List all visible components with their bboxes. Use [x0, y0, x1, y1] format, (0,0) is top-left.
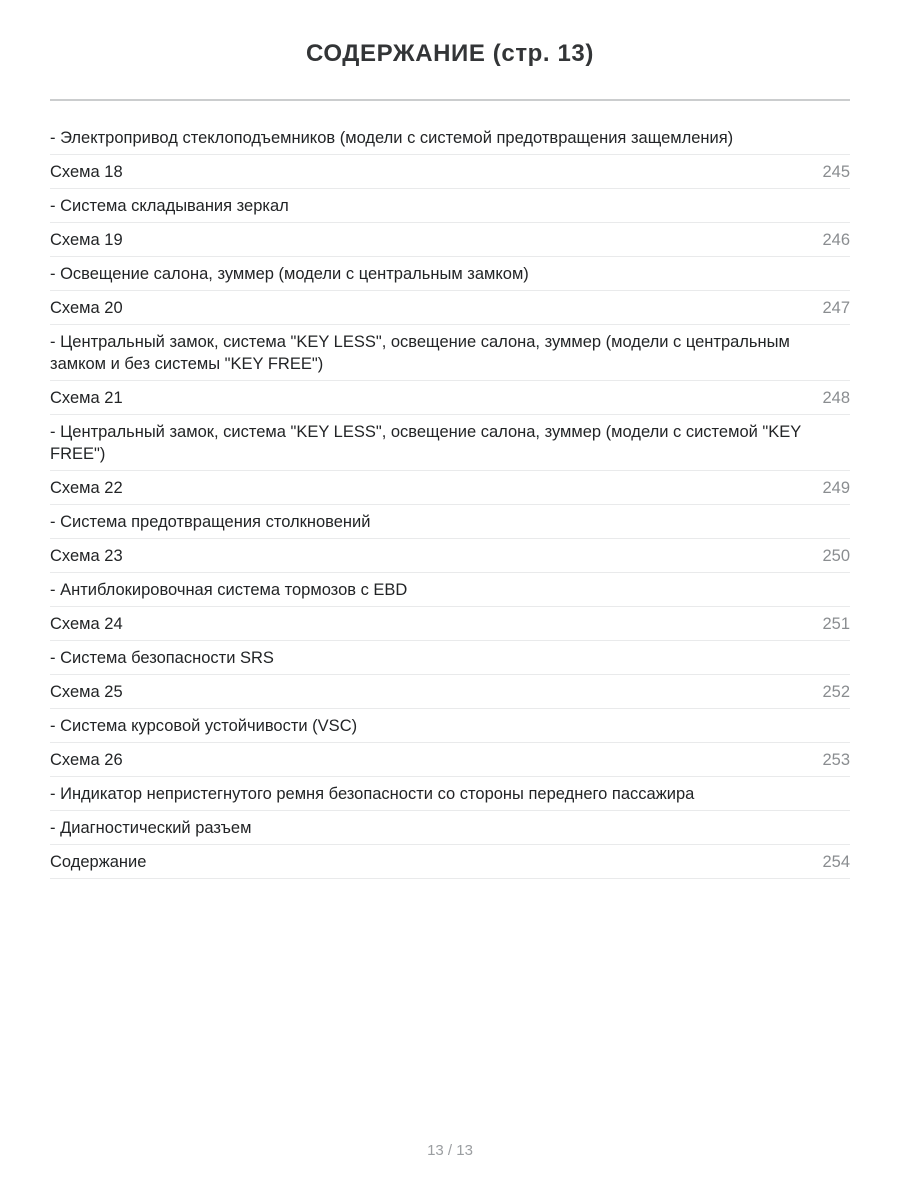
- toc-row: [50, 471, 850, 505]
- toc-row: [50, 675, 850, 709]
- toc-item-page-number: 245: [822, 162, 850, 181]
- toc-row: [50, 845, 850, 879]
- toc-row: [50, 505, 850, 539]
- toc-item-label: Схема 25: [50, 682, 123, 701]
- toc-item-label: - Индикатор непристегнутого ремня безопасности со стороны переднего пассажира: [50, 784, 695, 803]
- toc-item-label: - Антиблокировочная система тормозов с EBD: [50, 580, 408, 599]
- toc-item-label: - Система безопасности SRS: [50, 648, 274, 667]
- toc-row: [50, 573, 850, 607]
- toc-item-label: - Центральный замок, система "KEY LESS", освещение салона, зуммер (модели с системой "KEY FREE"): [50, 422, 801, 463]
- toc-item-page-number: 254: [822, 852, 850, 871]
- toc-item-label: - Система предотвращения столкновений: [50, 512, 371, 531]
- toc-item-label: Схема 21: [50, 388, 123, 407]
- toc-row: [50, 325, 850, 381]
- toc-item-page-number: 253: [822, 750, 850, 769]
- toc-item-label: - Система складывания зеркал: [50, 196, 289, 215]
- toc-item-label: Схема 24: [50, 614, 123, 633]
- toc-row: [50, 743, 850, 777]
- toc-item-label: Схема 22: [50, 478, 123, 497]
- toc-item-label: - Диагностический разъем: [50, 818, 252, 837]
- toc-list: [50, 121, 850, 879]
- toc-row: [50, 539, 850, 573]
- header-divider: [50, 99, 850, 101]
- toc-row: [50, 257, 850, 291]
- toc-item-label: Схема 23: [50, 546, 123, 565]
- toc-row: [50, 607, 850, 641]
- toc-row: [50, 291, 850, 325]
- toc-row: [50, 155, 850, 189]
- toc-item-label: Схема 20: [50, 298, 123, 317]
- toc-row: [50, 381, 850, 415]
- toc-item-label: - Электропривод стеклоподъемников (модели с системой предотвращения защемления): [50, 128, 734, 147]
- toc-item-label: Схема 18: [50, 162, 123, 181]
- toc-item-label: - Система курсовой устойчивости (VSC): [50, 716, 358, 735]
- page-number-indicator: 13 / 13: [427, 1142, 473, 1159]
- toc-item-page-number: 251: [822, 614, 850, 633]
- toc-row: [50, 415, 850, 471]
- toc-item-label: - Центральный замок, система "KEY LESS", освещение салона, зуммер (модели с центральным замком и без системы "KEY FREE"): [50, 332, 790, 373]
- toc-row: [50, 189, 850, 223]
- toc-item-page-number: 248: [822, 388, 850, 407]
- toc-row: [50, 223, 850, 257]
- toc-item-page-number: 249: [822, 478, 850, 497]
- toc-item-label: Содержание: [50, 852, 147, 871]
- toc-row: [50, 811, 850, 845]
- toc-item-page-number: 246: [822, 230, 850, 249]
- toc-row: [50, 709, 850, 743]
- toc-item-page-number: 252: [822, 682, 850, 701]
- page-title: СОДЕРЖАНИЕ (стр. 13): [306, 40, 594, 67]
- toc-row: [50, 121, 850, 155]
- toc-item-label: Схема 19: [50, 230, 123, 249]
- toc-item-page-number: 247: [822, 298, 850, 317]
- toc-row: [50, 641, 850, 675]
- toc-item-page-number: 250: [822, 546, 850, 565]
- toc-item-label: Схема 26: [50, 750, 123, 769]
- toc-item-label: - Освещение салона, зуммер (модели с центральным замком): [50, 264, 529, 283]
- toc-row: [50, 777, 850, 811]
